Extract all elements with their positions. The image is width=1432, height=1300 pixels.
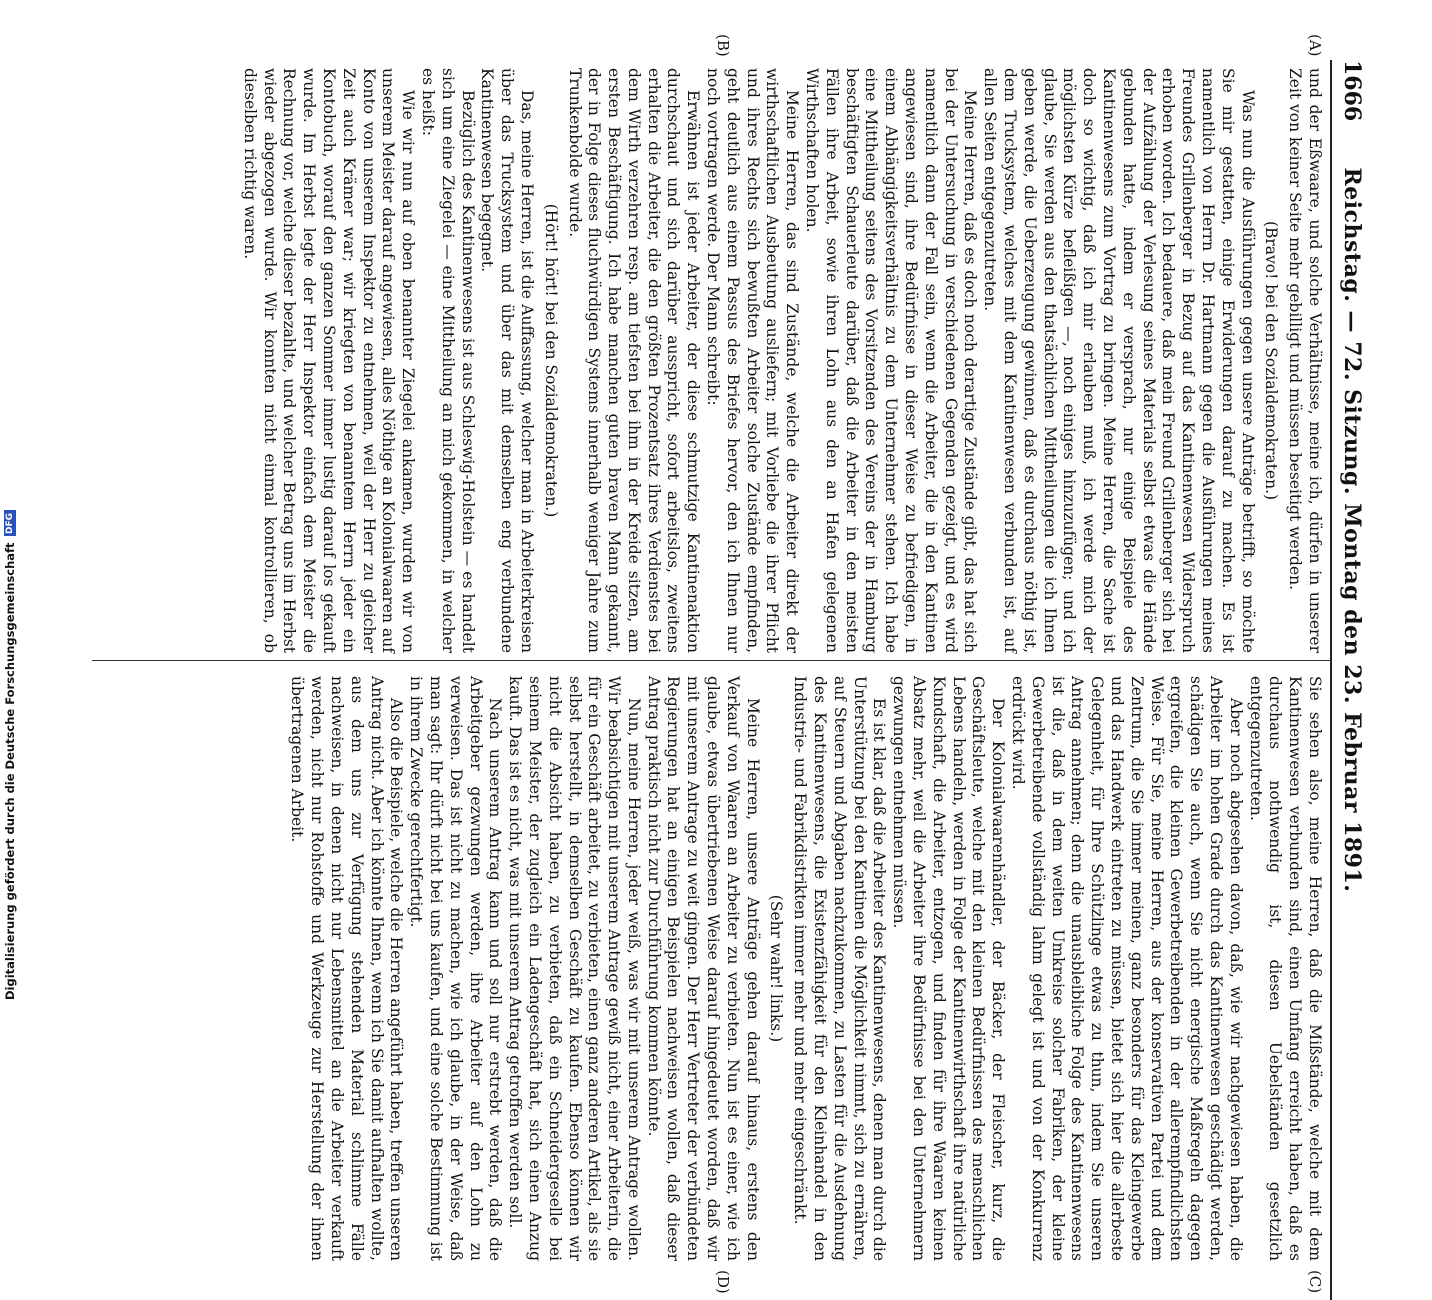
right-column (287, 676, 1324, 1261)
interjection: (Hört! hört! bei den Sozialdemokraten.) (541, 203, 560, 518)
page-header (1338, 60, 1366, 910)
digitization-credit (2, 0, 18, 1000)
quoted-paragraph: Erwähnen ist jeder Arbeiter, der diese schmutzige Kantinenaktion durchschaut und sich darüber ausspricht, sofort arbeitslos, zweitens erhalten die Arbeiter, die den größten Prozentsatz ihres Verdienstes bei dem Wirth verzehren resp. am tiefsten bei ihm in der Kreide sitzen, am ersten Beschäftigung. Ich habe manchen guten braven Mann gekannt, der in Folge dieses fluchwürdigen Systems innerhalb weniger Jahre zum Trunkenbolde wurde. (565, 68, 703, 653)
paragraph: Was nun die Ausführungen gegen unsere Anträge betrifft, so möchte Sie mir gestatten, einige Erwiderungen darauf zu machen. Es ist namentlich von Herrn Dr. Hartmann gegen die Ausführungen meines Freundes Grillenberger in Bezug auf das Kantinenwesen Widerspruch erhoben worden. Ich bedauere, daß mein Freund Grillenberger sich bei der Aufzählung der Verlesung seines Materials selbst etwas die Hände gebunden hatte, indem er versprach, nur einige Beispiele des Kantinenwesens zum Vortrag zu bringen. Meine Herren, die Sache ist doch so wichtig, daß ich mir erlauben muß, ich werde mich der möglichsten Kürze befleißigen —, noch einiges hinzuzufügen; und ich glaube, Sie werden aus den thatsächlichen Mittheilungen die ich Ihnen geben werde, die Ueberzeugung gewinnen, daß es durchaus nöthig ist, dem Trucksystem, welches mit dem Kantinenwesen verbunden ist, auf allen Seiten entgegenzutreten. (981, 68, 1257, 653)
left-column (239, 68, 1324, 653)
margin-marker-b: (B) (714, 34, 732, 57)
credit-text: Digitalisierung gefördert durch die Deutsche Forschungsgemeinschaft (3, 542, 17, 1000)
paragraph: Sie sehen also, meine Herren, daß die Mißstände, welche mit dem Kantinenwesen verbunden sind, einen Umfang erreicht haben, daß es durchaus nothwendig ist, diesen Uebelständen gesetzlich entgegenzutreten. (1246, 676, 1324, 1261)
margin-marker-a: (A) (1306, 34, 1324, 57)
interjection: (Bravo! bei den Sozialdemokraten.) (1262, 220, 1281, 501)
paragraph: Es ist klar, daß die Arbeiter des Kantinenwesens, denen man durch die Unterstützung bei den Kantinen die Möglichkeit nimmt, sich zu ernähren, auf Steuern und Abgaben nachzukommen, zu Lasten für die Ausdehnung des Kantinenwesens, die Existenzfähigkeit für den Kleinhandel in den Industrie- und Fabrikdistrikten immer mehr und mehr eingeschränkt. (791, 676, 889, 1261)
paragraph: Meine Herren, daß es doch noch derartige Zustände gibt, das hat sich bei der Untersuchung in verschiedenen Gegenden gezeigt, und es wird namentlich dann der Fall sein, wenn die Arbeiter, die in den Kantinen angewiesen sind, ihre Bedürfnisse in dieser Weise zu befriedigen, in einem Abhängigkeitsverhältnis zu dem Unternehmer stehen. Ich habe eine Mittheilung seitens des Vorsitzenden des Vereins der in Hamburg beschäftigten Schauerleute darüber, daß die Arbeiter in den meisten Fällen ihre Arbeit, sowie ihren Lohn aus den an Hafen gelegenen Wirthschaften holen. (803, 68, 980, 653)
paragraph: und der Eßwaare, und solche Verhältnisse, meine ich, dürfen in unserer Zeit von keiner Seite mehr gebilligt und müssen beseitigt werden. (1286, 68, 1324, 653)
paragraph: Nach unserem Antrag kann und soll nur erstrebt werden, daß die Arbeitgeber gezwungen werden, ihre Arbeiter auf den Lohn zu verweisen. Das ist nicht zu machen, wie ich glaube, in der Weise, daß man sagt: Ihr dürft nicht bei uns kaufen, und eine solche Bestimmung ist in ihrem Zwecke gerechtfertigt. (407, 676, 505, 1261)
paragraph: Der Kolonialwaarenhändler, der Bäcker, der Fleischer, kurz, die Geschäftsleute, welche mit den kleinen Bedürfnissen des menschlichen Lebens handeln, werden in Folge der Kantinenwirthschaft ihre natürliche Kundschaft, die Arbeiter, entzogen, und finden für ihre Waaren keinen Absatz mehr, weil die Arbeiter ihre Bedürfnisse bei den Unternehmern gezwungen entnehmen müssen. (890, 676, 1008, 1261)
header-rule (1330, 60, 1332, 1300)
page-title: Reichstag. — 72. Sitzung. Montag den 23. Februar 1891. (1339, 167, 1365, 893)
margin-marker-c: (C) (1306, 1270, 1324, 1294)
dfg-logo: DFG (4, 510, 16, 536)
paragraph: Meine Herren, das sind Zustände, welche die Arbeiter direkt der wirthschaftlichen Ausbeutung ausliefern; mit Vorliebe die ihrer Pflicht und ihres Rechts sich bewußten Arbeiter solche Zustände empfinden, geht deutlich aus einem Passus des Briefes hervor, den ich Ihnen nur noch vortragen werde. Der Mann schreibt: (704, 68, 802, 653)
margin-marker-d: (D) (714, 1270, 732, 1294)
paragraph: Bezüglich des Kantinenwesens ist aus Schleswig-Holstein — es handelt sich um eine Ziegelei — eine Mittheilung an mich gekommen, in welcher es heißt: (418, 68, 477, 653)
paragraph: Meine Herren, unsere Anträge gehen darauf hinaus, erstens den Verkauf von Waaren an Arbeiter zu verbieten. Nun ist es einer, wie ich glaube, etwas übertriebenen Weise darauf hingedeutet worden, daß wir mit unserem Antrage zu weit gingen. Der Herr Vertreter der verbündeten Regierungen hat an einigen Beispielen nachweisen wollen, daß dieser Antrag praktisch nicht zur Durchführung kommen könnte. (644, 676, 762, 1261)
paragraph: Das, meine Herren, ist die Auffassung, welcher man in Arbeiterkreisen über das Trucksystem und über das mit demselben eng verbundene Kantinenwesen begegnet. (478, 68, 536, 653)
paragraph: Nun, meine Herren, jeder weiß, was wir mit unserem Antrage wollen. Wir beabsichtigen mit unserem Antrage gewiß nicht, einer Arbeiterin, die für ein Geschäft arbeitet, zu verbieten, einen ganz anderen Artikel, als sie selbst herstellt, in demselben Geschäft zu kaufen. Ebenso können wir nicht die Absicht haben, zu verbieten, daß ein Schneidergeselle bei seinem Meister, der zugleich ein Ladengeschäft hat, sich einen Anzug kauft. Das ist es nicht, was mit unserem Antrag getroffen werden soll. (506, 676, 643, 1261)
column-divider (92, 660, 1332, 661)
page-number: 1666 (1339, 60, 1365, 122)
quoted-paragraph: Wie wir nun auf oben benannter Ziegelei ankamen, wurden wir von unserem Meister darauf angewiesen, alles Nöthige an Kolonialwaaren auf Konto von unserem Inspektor zu entnehmen, weil der Herr zu gleicher Zeit auch Krämer war; wir kriegten von benanntem Herrn jeder ein Kontobuch, worauf den ganzen Sommer immer lustig darauf los gekauft wurde. Im Herbst legte der Herr Inspektor einfach dem Meister die Rechnung vor, welche dieser bezahlte, und welcher Betrag uns im Herbst wieder abgezogen wurde. Wir konnten nicht einmal kontrollieren, ob dieselben richtig waren. (240, 68, 418, 653)
interjection: (Sehr wahr! links.) (767, 894, 786, 1043)
paragraph: Also die Beispiele, welche die Herren angeführt haben, treffen unseren Antrag nicht. Aber ich könnte Ihnen, wenn ich Sie damit aufhalten wollte, aus dem uns zur Verfügung stehenden Material schlimme Fälle nachweisen, in denen nicht nur Lebensmittel an die Arbeiter verkauft werden, nicht nur Rohstoffe und Werkzeuge zur Herstellung der ihnen übertragenen Arbeit. (288, 676, 406, 1261)
paragraph: Aber noch abgesehen davon, daß, wie wir nachgewiesen haben, die Arbeiter im hohen Grade durch das Kantinenwesen geschädigt werden, schädigen Sie auch, wenn Sie nicht energische Maßregeln dagegen ergreifen, die kleinen Gewerbetreibenden in der allerempfindlichsten Weise. Für Sie, meine Herren, aus der konservativen Partei und dem Zentrum, die Sie immer meinen, ganz besonders für das Kleingewerbe und das Handwerk eintreten zu müssen, bietet sich hier die allerbeste Gelegenheit, für Ihre Schützlinge etwas zu thun, indem Sie unseren Antrag annehmen; denn die unausbleibliche Folge des Kantinenwesens ist die, daß in dem weiten Umkreise solcher Fabriken, der kleine Gewerbetreibende vollständig lahm gelegt ist und von der Konkurrenz erdrückt wird. (1009, 676, 1245, 1261)
